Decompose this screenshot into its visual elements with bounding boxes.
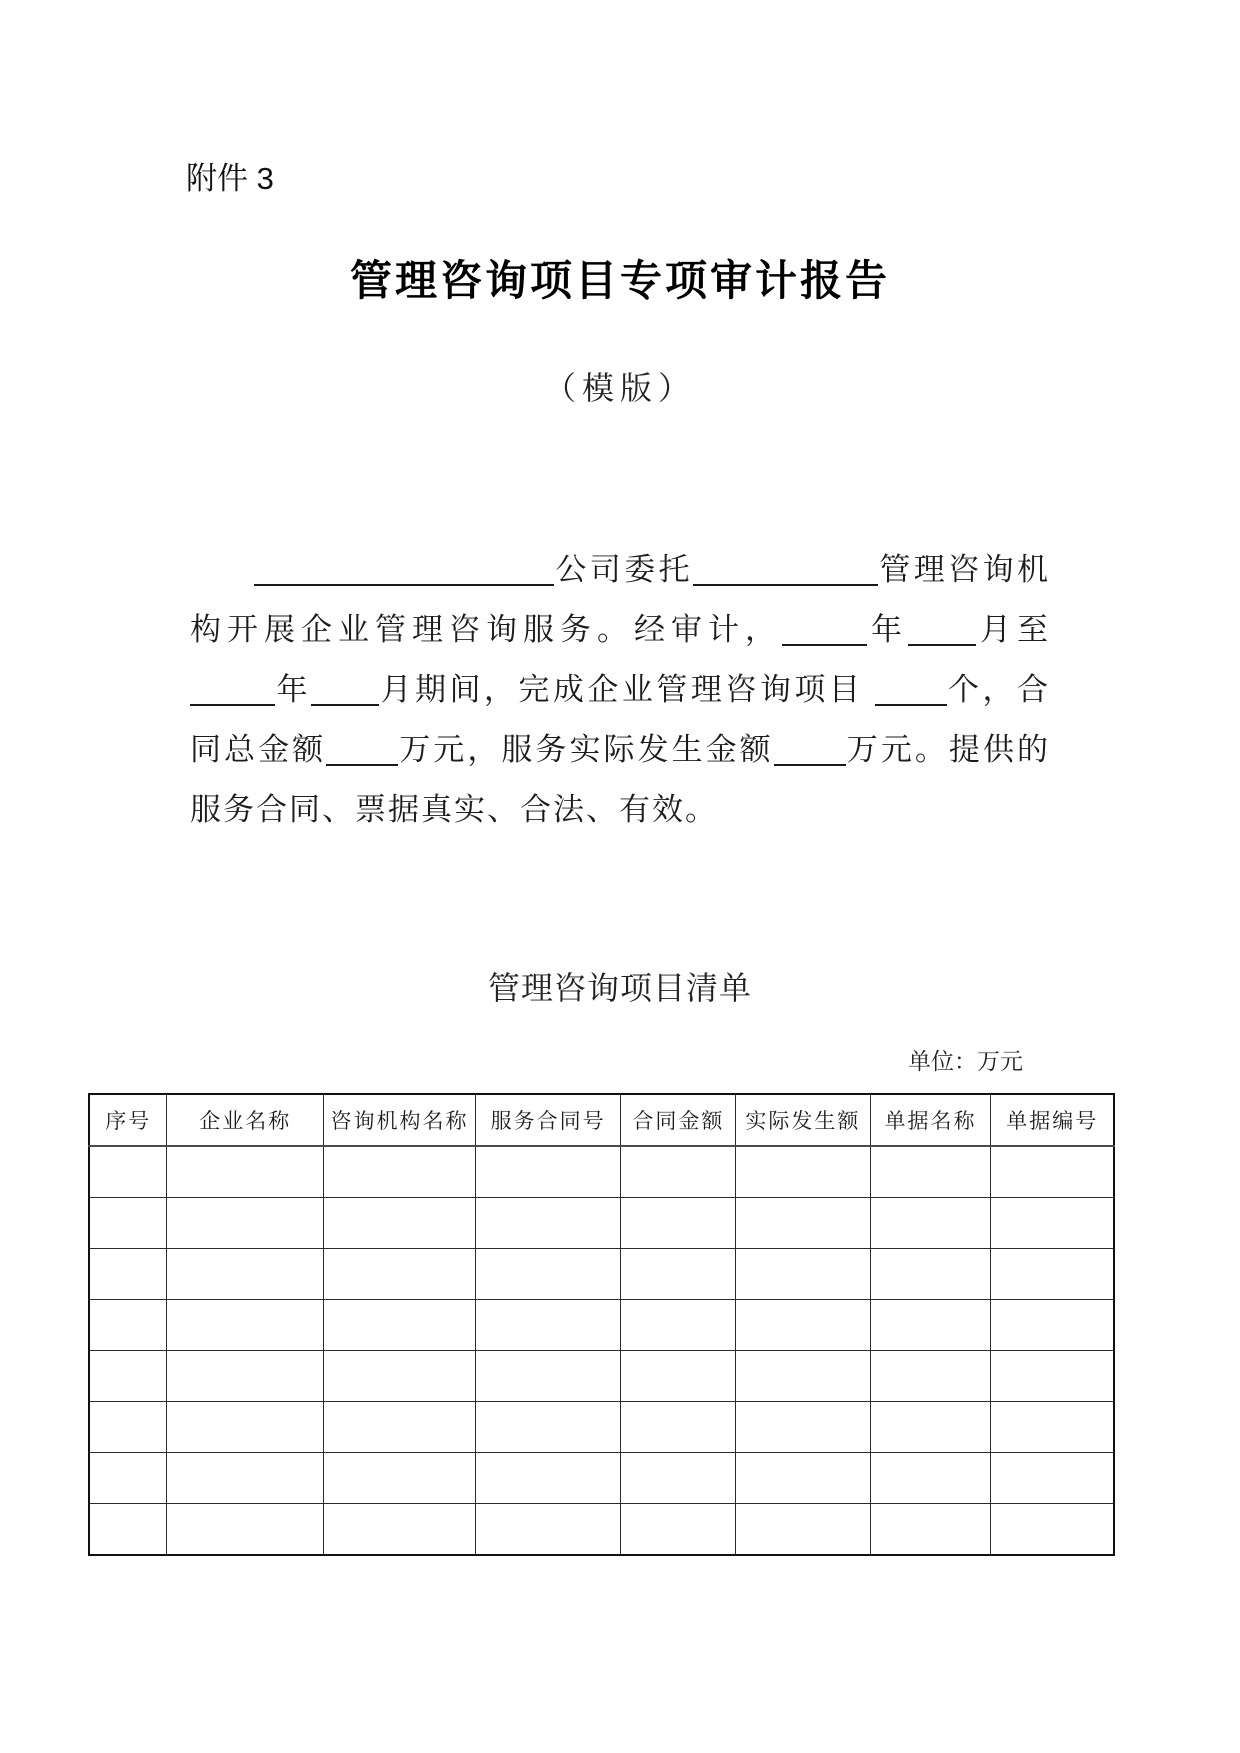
body-paragraph [190,540,1050,840]
table-cell-empty [475,1402,621,1453]
table-cell-empty [621,1504,736,1556]
table-cell-empty [89,1351,167,1402]
table-cell-empty [475,1300,621,1351]
blank-underline [693,553,878,586]
table-cell-empty [991,1504,1114,1556]
table-cell-empty [167,1198,324,1249]
table-cell-empty [621,1453,736,1504]
table-header-cell: 实际发生额 [736,1094,870,1146]
project-list-table [88,1093,1115,1556]
table-row [89,1300,1114,1351]
table-cell-empty [991,1402,1114,1453]
table-row [89,1453,1114,1504]
table-cell-empty [621,1146,736,1198]
table-row [89,1402,1114,1453]
paragraph-text-run: 月期间，完成企业管理咨询项目 [378,672,875,707]
table-cell-empty [870,1351,991,1402]
table-cell-empty [870,1198,991,1249]
table-cell-empty [736,1453,870,1504]
table-cell-empty [324,1249,476,1300]
table-row [89,1504,1114,1556]
table-cell-empty [736,1198,870,1249]
table-cell-empty [324,1146,476,1198]
table-cell-empty [991,1351,1114,1402]
table-cell-empty [621,1351,736,1402]
table-header-cell: 单据名称 [870,1094,991,1146]
table-cell-empty [324,1402,476,1453]
blank-underline [782,613,867,646]
table-cell-empty [89,1249,167,1300]
table-cell-empty [870,1504,991,1556]
table-cell-empty [167,1453,324,1504]
table-cell-empty [870,1300,991,1351]
table-cell-empty [324,1300,476,1351]
table-cell-empty [736,1249,870,1300]
table-cell-empty [475,1504,621,1556]
blank-underline [774,733,846,766]
table-cell-empty [89,1198,167,1249]
table-cell-empty [736,1146,870,1198]
table-cell-empty [870,1402,991,1453]
table-cell-empty [324,1504,476,1556]
table-cell-empty [89,1453,167,1504]
table-cell-empty [991,1249,1114,1300]
table-cell-empty [89,1300,167,1351]
blank-underline [311,673,379,706]
table-cell-empty [475,1351,621,1402]
table-cell-empty [870,1146,991,1198]
paragraph-text-run: 管理咨询机构开展企业管理咨询服务。经审计， [190,552,1050,647]
table-cell-empty [89,1146,167,1198]
table-cell-empty [475,1146,621,1198]
table-cell-empty [324,1198,476,1249]
table-header-cell: 序号 [89,1094,167,1146]
table-header-cell: 咨询机构名称 [324,1094,476,1146]
table-cell-empty [736,1351,870,1402]
blank-underline [875,673,947,706]
list-heading: 管理咨询项目清单 [487,970,752,1006]
table-cell-empty [167,1402,324,1453]
blank-underline [326,733,398,766]
table-cell-empty [991,1453,1114,1504]
table-header-row [89,1094,1114,1146]
table-header-cell: 单据编号 [991,1094,1114,1146]
table-cell-empty [167,1146,324,1198]
table-cell-empty [324,1351,476,1402]
blank-underline [908,613,976,646]
table-cell-empty [991,1146,1114,1198]
table-cell-empty [736,1504,870,1556]
paragraph-text-run: 年 [867,612,908,647]
table-row [89,1249,1114,1300]
paragraph-text-run: 万元，服务实际发生金额 [398,732,774,767]
table-cell-empty [324,1453,476,1504]
table-header-cell: 企业名称 [167,1094,324,1146]
paragraph-text-run: 公司委托 [554,552,693,587]
table-cell-empty [167,1249,324,1300]
page-title: 管理咨询项目专项审计报告 [349,257,890,304]
table-cell-empty [621,1198,736,1249]
blank-underline [190,673,275,706]
table-cell-empty [621,1300,736,1351]
table-cell-empty [475,1198,621,1249]
table-cell-empty [621,1249,736,1300]
table-row [89,1351,1114,1402]
table-cell-empty [167,1300,324,1351]
table-cell-empty [621,1402,736,1453]
table-cell-empty [736,1402,870,1453]
blank-underline [254,553,554,586]
table-cell-empty [991,1300,1114,1351]
table-row [89,1198,1114,1249]
table-cell-empty [89,1504,167,1556]
table-cell-empty [870,1453,991,1504]
paragraph-text-run: 月至 [976,612,1050,647]
table-cell-empty [89,1402,167,1453]
table-cell-empty [870,1249,991,1300]
table-cell-empty [736,1300,870,1351]
table-cell-empty [475,1453,621,1504]
table-cell-empty [167,1351,324,1402]
table-row [89,1146,1114,1198]
table-cell-empty [475,1249,621,1300]
paragraph-text-run: 个，合同总金额 [190,672,1051,767]
unit-label: 单位：万元 [908,1049,1023,1074]
attachment-label: 附件 3 [186,161,274,196]
paragraph-text-run: 年 [275,672,311,707]
paragraph-text-run: 万元。提供的服务合同、票据真实、合法、有效。 [190,732,1051,827]
table-cell-empty [167,1504,324,1556]
page-subtitle: （模版） [543,370,696,406]
table-header-cell: 服务合同号 [475,1094,621,1146]
table-header-cell: 合同金额 [621,1094,736,1146]
table-cell-empty [991,1198,1114,1249]
